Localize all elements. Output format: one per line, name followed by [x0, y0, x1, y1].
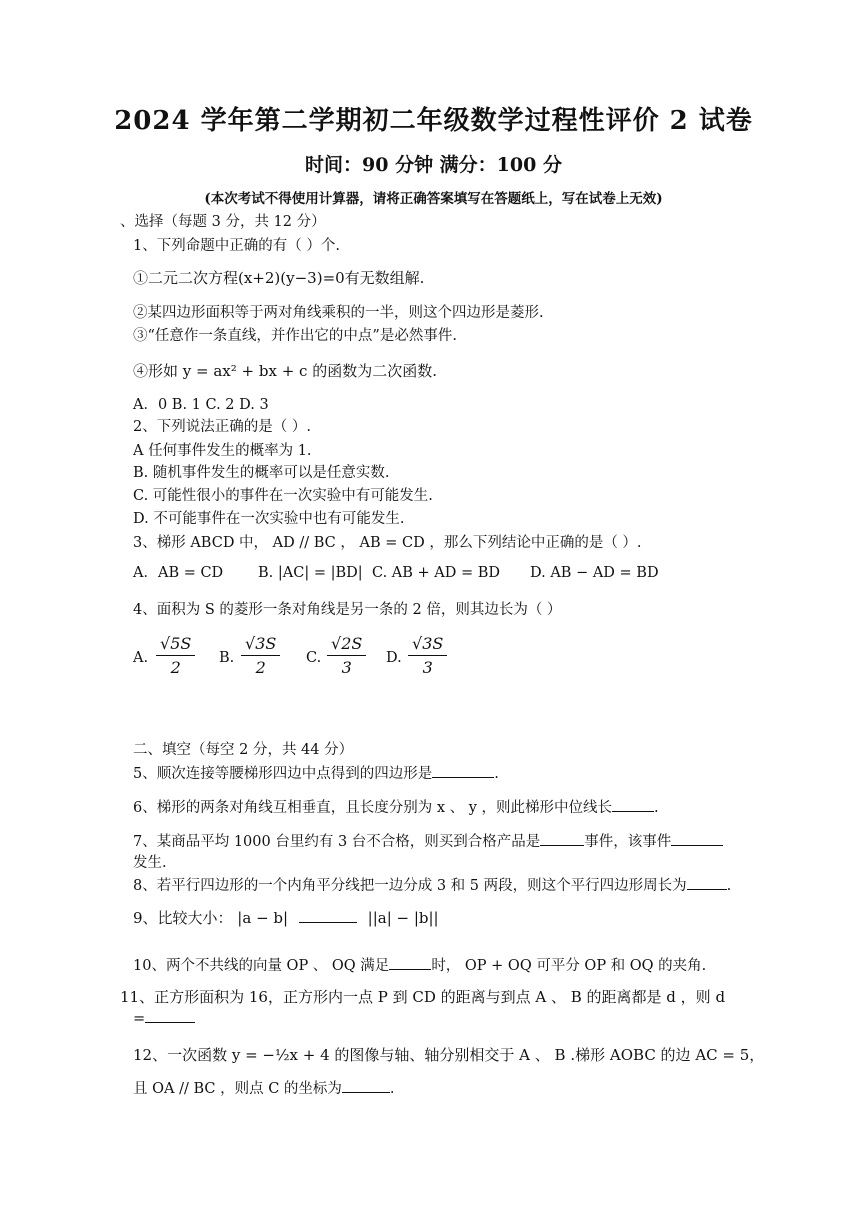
q7-line2: 发生.	[133, 855, 167, 871]
q11-line1: 11、正方形面积为 16，正方形内一点 P 到 CD 的距离与到点 A 、 B 的距离都是 d ，则 d	[120, 988, 726, 1006]
q5-answer-blank[interactable]	[432, 763, 494, 778]
q4-option-c-fraction	[327, 634, 366, 677]
q9-text-left: 9、比较大小： |a − b|	[133, 909, 289, 927]
q10	[133, 955, 706, 976]
page-title: 2024 学年第二学期初二年级数学过程性评价 2 试卷	[114, 106, 753, 136]
q9	[133, 908, 439, 928]
q12-answer-blank[interactable]	[342, 1078, 390, 1093]
exam-time-score: 时间：90 分钟 满分：100 分	[305, 154, 562, 176]
q4-option-b-label: B.	[219, 650, 235, 666]
q2-option-b: B. 随机事件发生的概率可以是任意实数.	[133, 465, 390, 481]
q7-answer-blank-1[interactable]	[540, 831, 584, 846]
q3-option-b: B. |AC| = |BD|	[258, 565, 363, 581]
section2-heading: 二、填空（每空 2 分，共 44 分）	[133, 742, 354, 758]
q5-text: 5、顺次连接等腰梯形四边中点得到的四边形是	[133, 766, 433, 782]
q3-option-d: D. AB − AD = BD	[530, 565, 659, 581]
q1-stem: 1、下列命题中正确的有（ ）个.	[133, 238, 340, 254]
q4-option-c-denominator: 3	[341, 658, 352, 677]
q2-option-c: C. 可能性很小的事件在一次实验中有可能发生.	[133, 488, 433, 504]
q4-option-b-numerator: √3S	[241, 634, 280, 656]
q7-text-b: 事件，该事件	[584, 834, 672, 850]
q1-statement-3: ③“任意作一条直线，并作出它的中点”是必然事件.	[133, 328, 457, 344]
q5: 5、顺次连接等腰梯形四边中点得到的四边形是 .	[133, 763, 499, 784]
q4-option-c-label: C.	[306, 650, 322, 666]
q3-option-a: A．AB = CD	[133, 565, 224, 581]
q4-option-b-fraction	[241, 634, 280, 677]
q6-text: 6、梯形的两条对角线互相垂直，且长度分别为 x 、 y ，则此梯形中位线长	[133, 800, 613, 816]
q11-line2	[133, 1008, 195, 1029]
q11-equals: =	[133, 1011, 146, 1027]
q2-option-d: D. 不可能事件在一次实验中也有可能发生.	[133, 511, 405, 527]
q1-statement-4: ④形如 y = ax² + bx + c 的函数为二次函数.	[133, 362, 437, 380]
q9-answer-blank[interactable]	[299, 908, 357, 923]
q3-stem: 3、梯形 ABCD 中， AD // BC ， AB = CD ，那么下列结论中正确的是（ ）.	[133, 535, 642, 551]
q3-option-c: C. AB + AD = BD	[372, 565, 501, 581]
q1-statement-2: ②某四边形面积等于两对角线乘积的一半，则这个四边形是菱形.	[133, 305, 544, 321]
q6: 6、梯形的两条对角线互相垂直，且长度分别为 x 、 y ，则此梯形中位线长 .	[133, 797, 659, 818]
q10-answer-blank[interactable]	[389, 955, 431, 970]
q12-text: 且 OA // BC ，则点 C 的坐标为	[133, 1081, 342, 1097]
q2-option-a: A 任何事件发生的概率为 1.	[133, 443, 312, 459]
q2-stem: 2、下列说法正确的是（ ）.	[133, 419, 311, 435]
q4-option-c-numerator: √2S	[327, 634, 366, 656]
q4-option-a-fraction	[156, 634, 195, 677]
q7-answer-blank-2[interactable]	[671, 831, 723, 846]
q7-line1	[133, 831, 723, 852]
q4-stem: 4、面积为 S 的菱形一条对角线是另一条的 2 倍，则其边长为（ ）	[133, 602, 562, 618]
q10-text-b: 时， OP + OQ 可平分 OP 和 OQ 的夹角.	[431, 958, 707, 974]
q6-answer-blank[interactable]	[612, 797, 654, 812]
q10-text-a: 10、两个不共线的向量 OP 、 OQ 满足	[133, 958, 390, 974]
q4-option-d-denominator: 3	[422, 658, 433, 677]
q1-options: A．0 B. 1 C. 2 D. 3	[133, 397, 269, 413]
q11-answer-blank[interactable]	[145, 1008, 195, 1023]
q8-text: 8、若平行四边形的一个内角平分线把一边分成 3 和 5 两段，则这个平行四边形周长为	[133, 878, 687, 894]
q4-option-d-label: D.	[386, 650, 402, 666]
q7-text-a: 7、某商品平均 1000 台里约有 3 台不合格，则买到合格产品是	[133, 834, 541, 850]
q8-answer-blank[interactable]	[687, 875, 727, 890]
exam-notice: (本次考试不得使用计算器，请将正确答案填写在答题纸上，写在试卷上无效)	[204, 191, 663, 207]
q1-statement-1: ①二元二次方程(x+2)(y−3)=0有无数组解.	[133, 269, 425, 287]
q12-line2: 且 OA // BC ，则点 C 的坐标为 .	[133, 1078, 395, 1099]
q12-line1: 12、一次函数 y = −½x + 4 的图像与轴、轴分别相交于 A 、 B .梯形 AOBC 的边 AC = 5，	[133, 1046, 765, 1064]
q4-option-b-denominator: 2	[255, 658, 266, 677]
q9-text-right: ||a| − |b||	[367, 909, 439, 927]
q4-option-a-label: A.	[133, 650, 149, 666]
q4-option-a-numerator: √5S	[156, 634, 195, 656]
q4-option-d-numerator: √3S	[408, 634, 447, 656]
section1-heading: 、选择（每题 3 分，共 12 分）	[120, 214, 326, 230]
q4-option-d-fraction	[408, 634, 447, 677]
q4-option-a-denominator: 2	[170, 658, 181, 677]
q8: 8、若平行四边形的一个内角平分线把一边分成 3 和 5 两段，则这个平行四边形周长为 .	[133, 875, 731, 896]
